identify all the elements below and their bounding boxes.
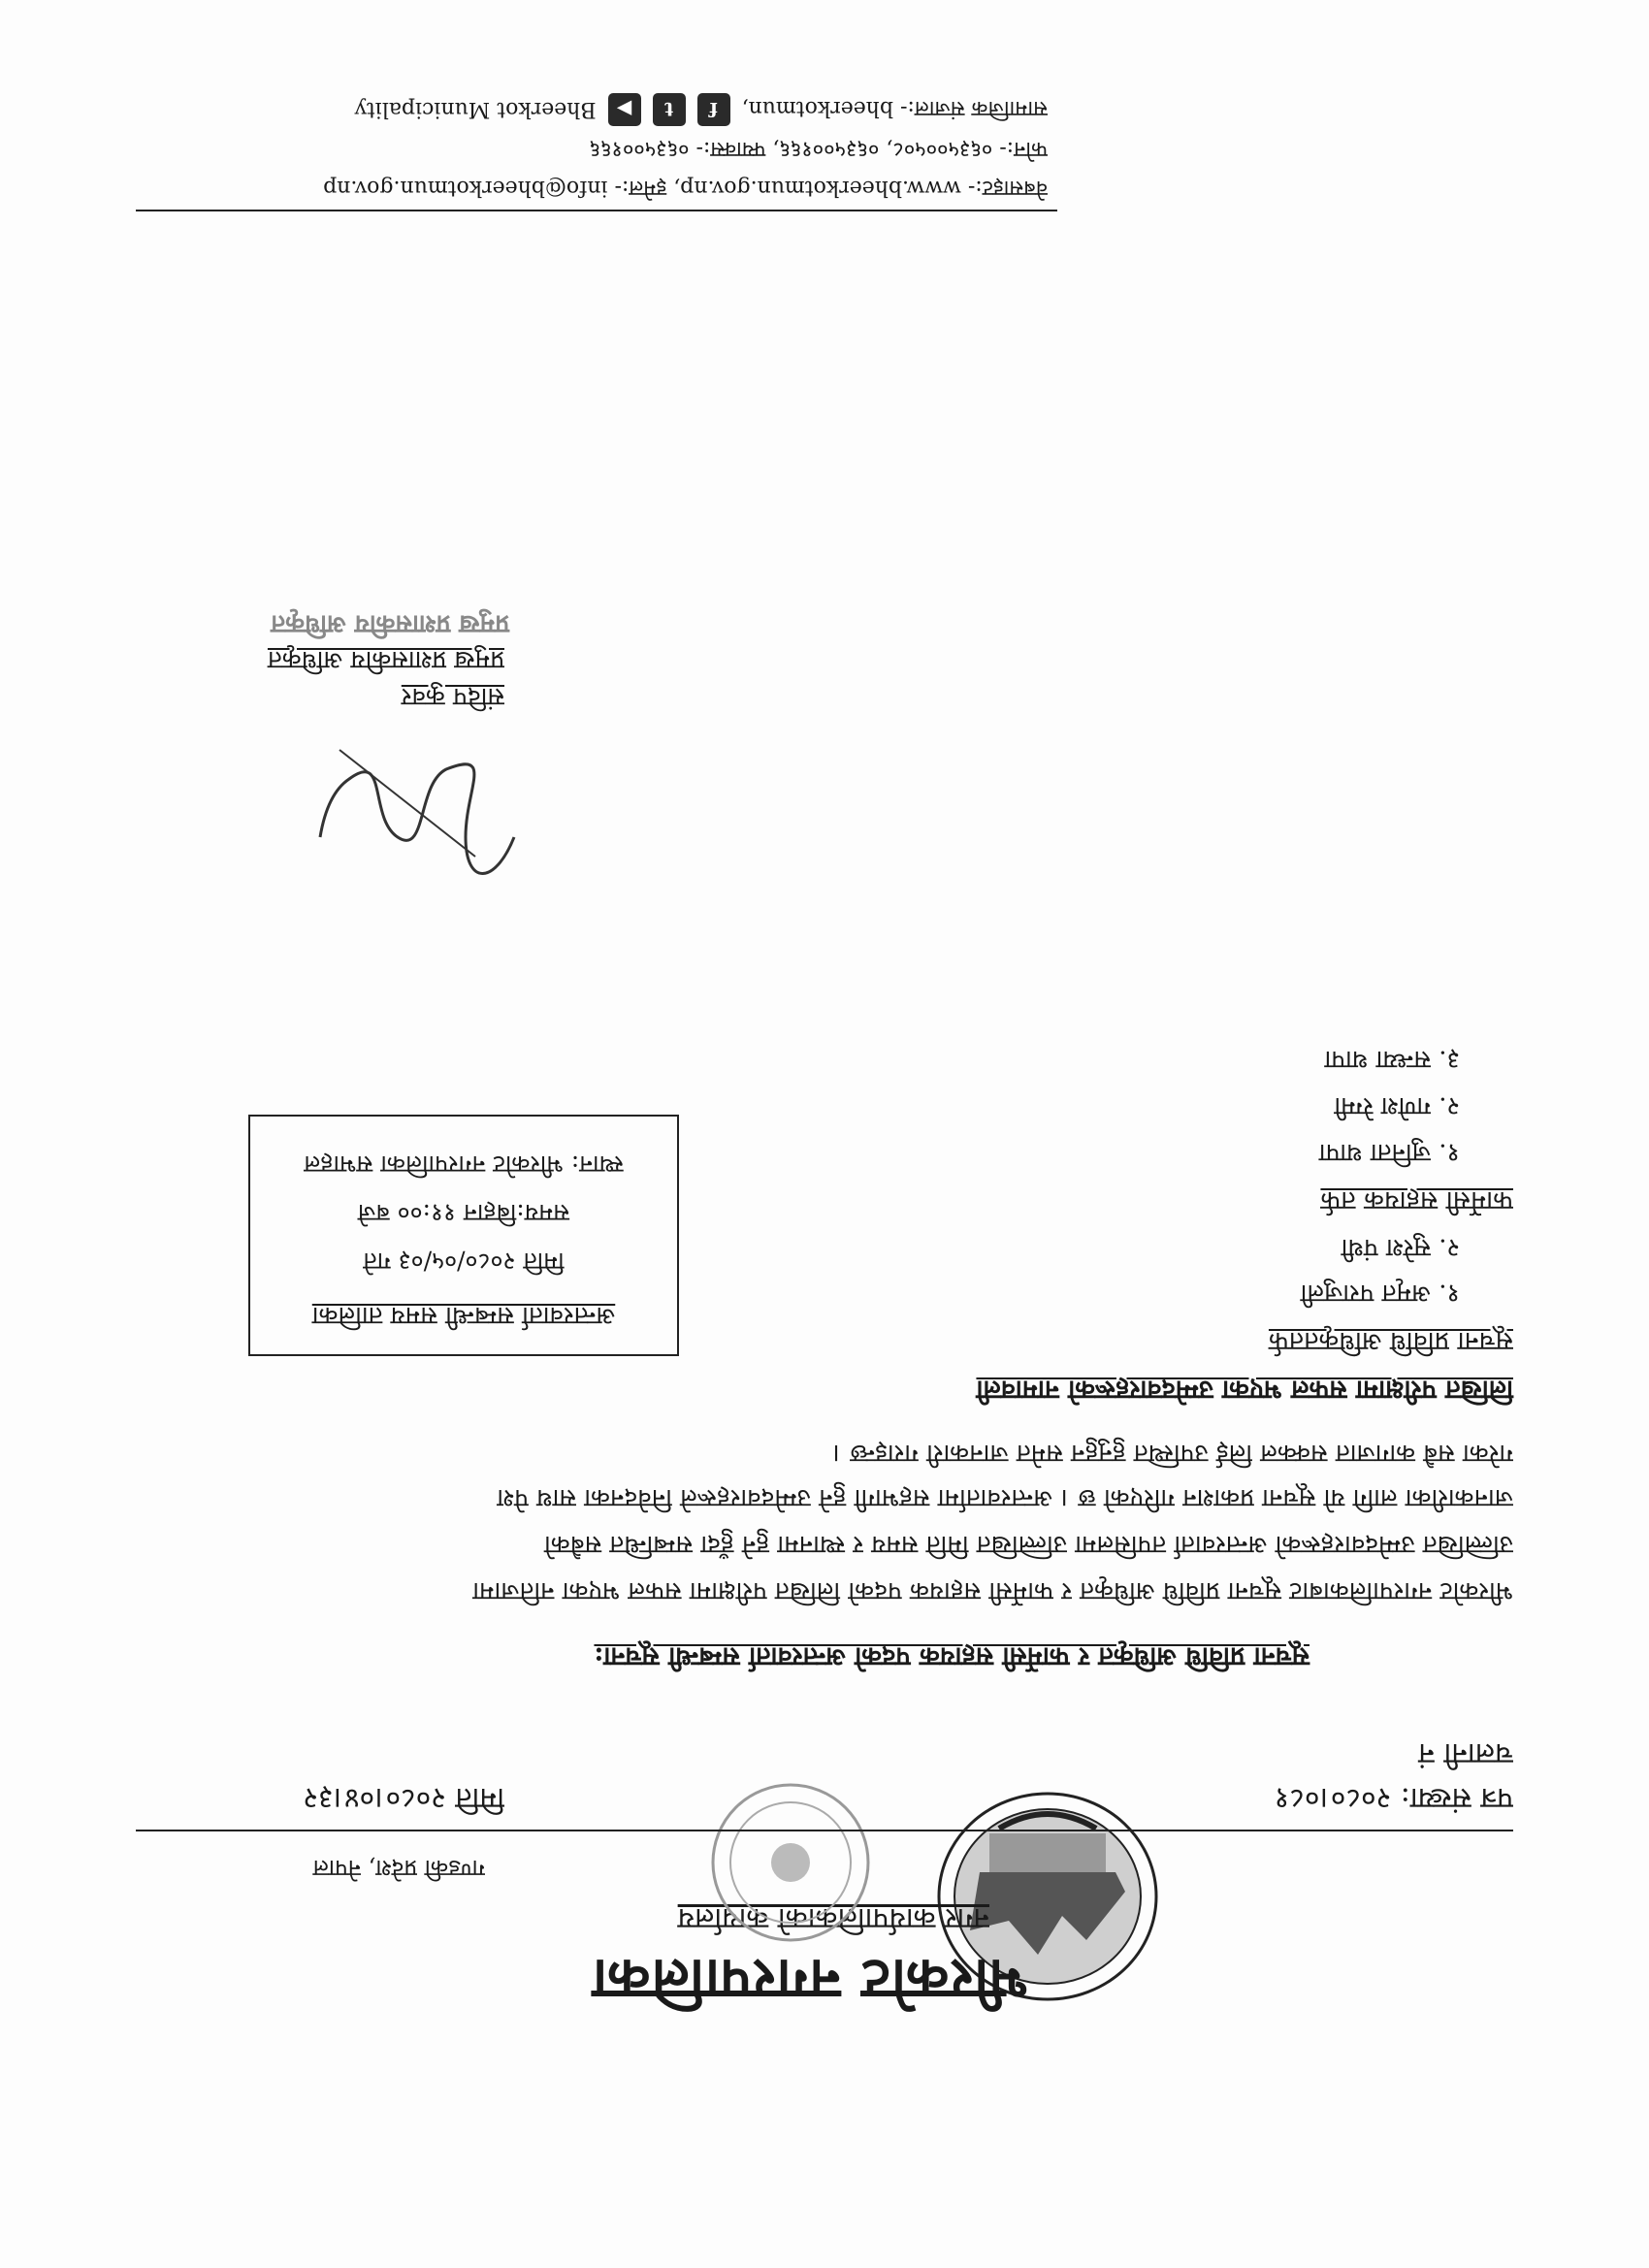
body-line: भीरकोट नगरपालिकाबाट सूचना प्रविधि अधिकृत र फार्मेसी सहायक पदको लिखित परीक्षामा सफल भएका नतिजामा — [472, 1576, 1513, 1605]
twitter-icon[interactable]: t — [653, 93, 686, 126]
candidate-item: २. गणेश रेग्मी — [1334, 1091, 1460, 1120]
schedule-venue: स्थान: भीरकोट नगरपालिका सभाहल — [304, 1150, 624, 1179]
office-address: गण्डकी प्रदेश, नेपाल — [312, 1855, 485, 1882]
candidate-item: १. अमृत पराजुली — [1300, 1279, 1460, 1308]
letter-subject: सूचना प्रविधि अधिकृत र फार्मेसी सहायक पदको अन्तरवार्ता सम्बन्धी सूचना: — [594, 1641, 1310, 1671]
youtube-icon[interactable]: ▶ — [608, 93, 641, 126]
interview-schedule-box — [248, 1115, 679, 1356]
letter-date: मिति २०८०।०४।३२ — [303, 1781, 504, 1815]
signatory-post: प्रमुख प्रशासकीय अधिकृत — [267, 645, 504, 674]
candidate-item: १. जुनिता थापा — [1318, 1138, 1460, 1167]
municipality-title: भीरकोट नगरपालिका — [592, 1947, 1028, 2013]
handwritten-signature — [310, 730, 534, 895]
signatory-stamp: प्रमुख प्रशासकीय अधिकृत — [271, 609, 509, 638]
body-line: उल्लिखित उम्मेदवारहरूको अन्तरवार्ता तपसिलमा उल्लिखित मिति समय र स्थानमा हुने हुँदा सम्बन्धित सबैको — [544, 1530, 1513, 1559]
candidate-item: २. सुरेश पंथी — [1341, 1233, 1460, 1262]
schedule-time: समय:बिहान ११:०० बजे — [357, 1199, 570, 1227]
post-heading: फार्मेसी सहायक तर्फ — [1320, 1185, 1513, 1215]
header-divider — [136, 1830, 1513, 1831]
reference-number: पत्र संख्या: २०८०।०८१ — [1274, 1781, 1513, 1815]
footer-divider — [136, 210, 1057, 211]
social-name: Bheerkot Municipality — [354, 97, 597, 122]
candidates-heading: लिखित परीक्षामा सफल भएका उम्मेदवारहरूको नामावली — [976, 1375, 1513, 1405]
facebook-icon[interactable]: f — [697, 93, 730, 126]
dispatch-number: चलानी नं — [1418, 1736, 1513, 1770]
schedule-date: मिति २०८०/०५/०३ गते — [363, 1247, 565, 1276]
body-line: जानकारीका लागि यो सूचना प्रकाशन गरिएको छ । अन्तरवार्तामा सहभागी हुने उम्मेदवारहरूले निवेदनका साथ पेश — [497, 1483, 1513, 1512]
footer-phone: फोन:- ०६३५००५०८, ०६३५००१६६, फ्याक्स:- ०६३५००१६६ — [589, 137, 1048, 161]
footer-social — [354, 93, 1048, 126]
footer-website: वेबसाइट:- www.bheerkotmun.gov.np, इमेल:- info@bheerkotmun.gov.np — [323, 176, 1048, 200]
body-line: गरेका सबै कागजात सक्कल लिई उपस्थित हुनुहुन समेत जानकारी गराइन्छ । — [832, 1439, 1513, 1468]
schedule-title: अन्तरवार्ता सम्बन्धी समय तालिका — [311, 1301, 616, 1330]
office-seal-stamp — [698, 1778, 883, 1948]
social-label: सामाजिक संजाल:- bheerkotmun, — [741, 96, 1048, 120]
post-heading: सूचना प्रविधि अधिकृततर्फ — [1268, 1326, 1513, 1356]
signatory-name: संदिप कुवर — [401, 682, 504, 711]
office-subtitle: नगर कार्यपालिकाको कार्यालय — [677, 1901, 989, 1935]
candidate-item: ३. सन्ध्या थापा — [1324, 1045, 1460, 1074]
